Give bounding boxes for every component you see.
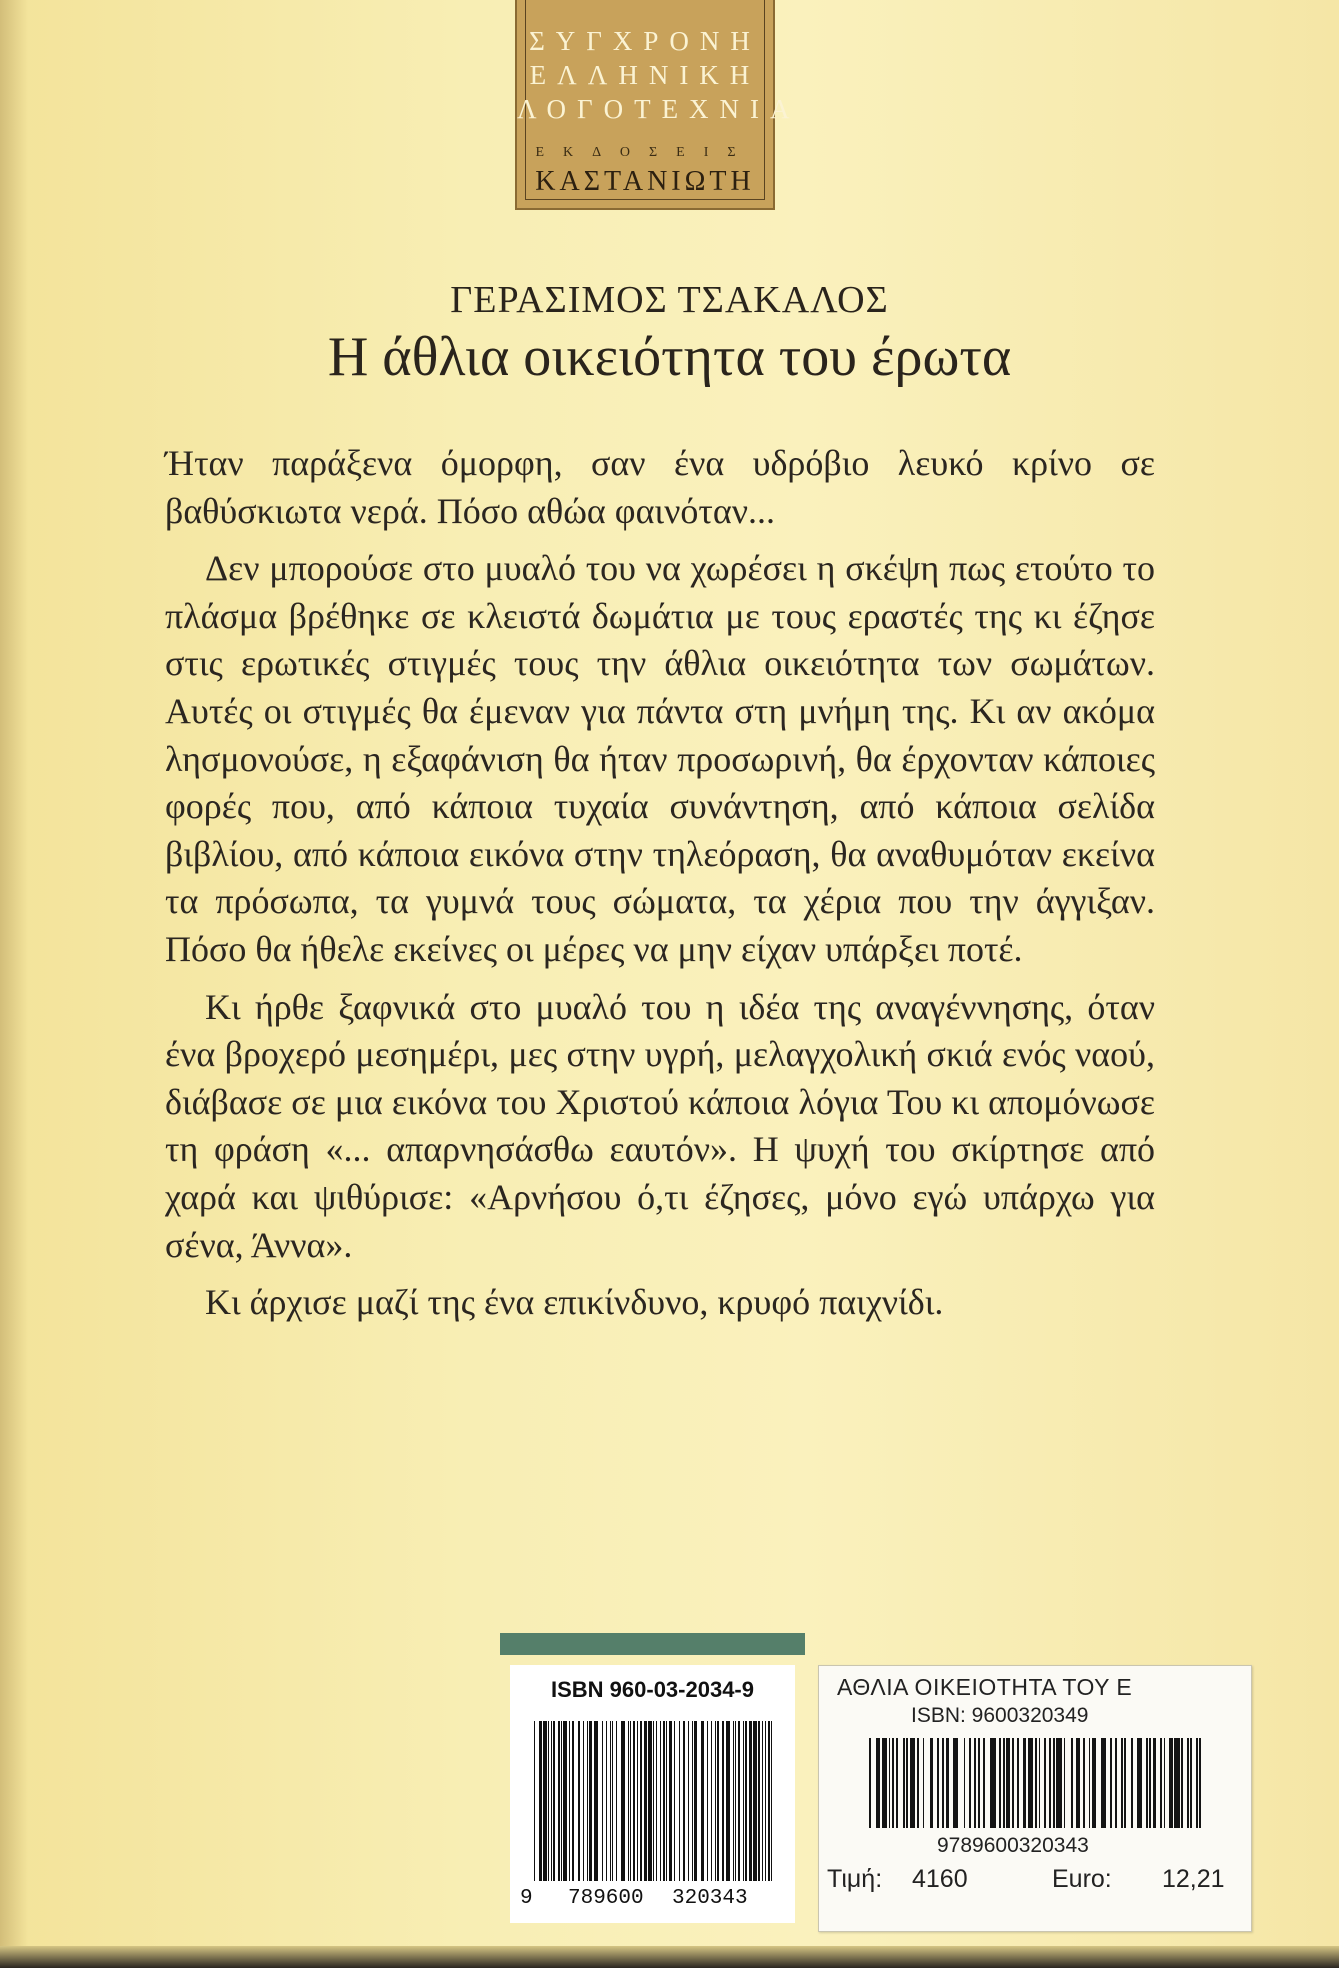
- barcode-stripe: [1201, 1738, 1203, 1828]
- publisher-label: ΕΚΔΟΣΕΙΣ: [535, 145, 755, 160]
- series-line-3: ΛΟΓΟΤΕΧΝΙΑ: [517, 94, 801, 124]
- book-author: ΓΕΡΑΣΙΜΟΣ ΤΣΑΚΑΛΟΣ: [450, 279, 889, 321]
- price-label: Τιμή:: [827, 1865, 883, 1893]
- barcode-digits-left: 789600: [568, 1887, 644, 1910]
- bottom-edge: [0, 1946, 1339, 1968]
- book-title: Η άθλια οικειότητα του έρωτα: [327, 326, 1012, 388]
- barcode-digit-lead: 9: [520, 1887, 533, 1910]
- barcode-stripe: [772, 1721, 773, 1881]
- euro-value: 12,21: [1162, 1865, 1225, 1893]
- series-badge: [515, 0, 801, 210]
- blurb-paragraph-2: Δεν μπορούσε στο μυαλό του να χωρέσει η σκέψη πως ετούτο το πλάσμα βρέθηκε σε κλειστά δωμάτια με τους εραστές της κι έζησε στις ερωτικές στιγμές τους την άθλια οικειότητα των σωμάτων. Αυτές οι στιγμές θα έμεναν για πάντα στη μνήμη της. Κι αν ακόμα λησμονούσε, η εξαφάνιση θα ήταν προσωρινή, θα έρχονταν κάποιες φορές που, από κάποια τυχαία συνάντηση, από κάποια σελίδα βιβλίου, από κάποια εικόνα στην τηλεόραση, θα αναθυμόταν εκείνα τα πρόσωπα, τα γυμνά τους σώματα, τα χέρια που την άγγιξαν. Πόσο θα ήθελε εκείνες οι μέρες να μην είχαν υπάρξει ποτέ.: [165, 548, 1155, 969]
- euro-label: Euro:: [1052, 1865, 1112, 1893]
- divider-bar: [500, 1633, 805, 1655]
- isbn-barcode-panel: [510, 1665, 795, 1923]
- barcode-digits-right: 320343: [672, 1887, 748, 1910]
- blurb-paragraph-3: Κι ήρθε ξαφνικά στο μυαλό του η ιδέα της αναγέννησης, όταν ένα βροχερό μεσημέρι, μες στην υγρή, μελαγχολική σκιά ενός ναού, διάβασε σε μια εικόνα του Χριστού κάποια λόγια Του κι απομόνωσε τη φράση «... απαρνησάσθω εαυτόν». Η ψυχή του σκίρτησε από χαρά και ψιθύρισε: «Αρνήσου ό,τι έζησες, μόνο εγώ υπάρχω για σένα, Άννα».: [165, 986, 1155, 1265]
- price-sticker: [818, 1665, 1252, 1932]
- series-line-1: ΣΥΓΧΡΟΝΗ: [529, 26, 761, 56]
- blurb-paragraph-4: Κι άρχισε μαζί της ένα επικίνδυνο, κρυφό παιχνίδι.: [205, 1282, 944, 1323]
- sticker-title: ΑΘΛΙΑ ΟΙΚΕΙΟΤΗΤΑ ΤΟΥ Ε: [837, 1674, 1133, 1700]
- series-line-2: ΕΛΛΗΝΙΚΗ: [529, 60, 761, 90]
- isbn-number: ISBN 960-03-2034-9: [550, 1677, 754, 1702]
- barcode-bars: [534, 1721, 774, 1881]
- sticker-barcode-number: 9789600320343: [937, 1834, 1089, 1857]
- blurb-text: [165, 440, 1155, 1337]
- sticker-isbn: ISBN: 9600320349: [911, 1704, 1089, 1727]
- sticker-barcode-bars: [869, 1738, 1204, 1828]
- blurb-paragraph-1: Ήταν παράξενα όμορφη, σαν ένα υδρόβιο λευκό κρίνο σε βαθύσκιωτα νερά. Πόσο αθώα φαινόταν...: [165, 443, 1155, 531]
- publisher-name: ΚΑΣΤΑΝΙΩΤΗ: [535, 166, 755, 197]
- price-value: 4160: [912, 1865, 968, 1893]
